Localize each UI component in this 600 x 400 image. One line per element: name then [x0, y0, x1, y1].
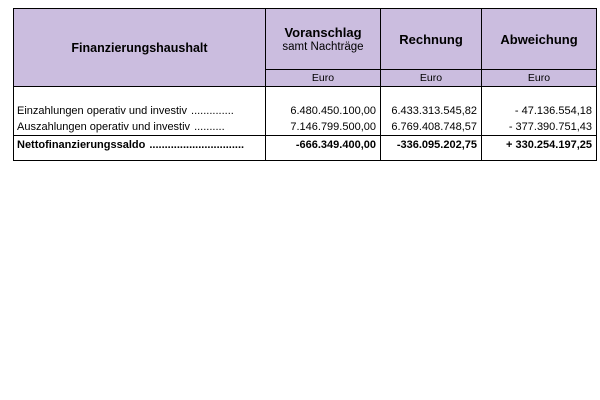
total-deviation-value: + 330.254.197,25 — [482, 136, 597, 155]
row-invoice-value: 6.769.408.748,57 — [381, 119, 482, 136]
header-estimate — [266, 9, 381, 70]
unit-estimate: Euro — [266, 70, 381, 87]
row-invoice-value: 6.433.313.545,82 — [381, 103, 482, 119]
row-label: Auszahlungen operativ und investiv .......... — [14, 119, 266, 136]
table-row — [14, 103, 597, 119]
row-deviation-value: - 377.390.751,43 — [482, 119, 597, 136]
table-bottom-padding — [14, 154, 597, 161]
row-deviation-value: - 47.136.554,18 — [482, 103, 597, 119]
total-invoice-value: -336.095.202,75 — [381, 136, 482, 155]
table-header-row — [14, 9, 597, 70]
row-estimate-value: 7.146.799.500,00 — [266, 119, 381, 136]
total-estimate-value: -666.349.400,00 — [266, 136, 381, 155]
table-row — [14, 119, 597, 136]
header-estimate-line2: samt Nachträge — [282, 41, 364, 53]
financing-budget-table — [13, 8, 597, 161]
header-deviation: Abweichung — [482, 9, 597, 70]
unit-deviation: Euro — [482, 70, 597, 87]
table-spacer-row — [14, 87, 597, 104]
header-invoice: Rechnung — [381, 9, 482, 70]
total-label: Nettofinanzierungssaldo ............................... — [14, 136, 266, 155]
table-total-row — [14, 136, 597, 155]
unit-invoice: Euro — [381, 70, 482, 87]
financing-budget-table-container — [13, 8, 596, 161]
row-label: Einzahlungen operativ und investiv .............. — [14, 103, 266, 119]
header-financing-budget: Finanzierungshaushalt — [14, 9, 266, 87]
row-estimate-value: 6.480.450.100,00 — [266, 103, 381, 119]
header-estimate-line1: Voranschlag — [284, 25, 362, 40]
